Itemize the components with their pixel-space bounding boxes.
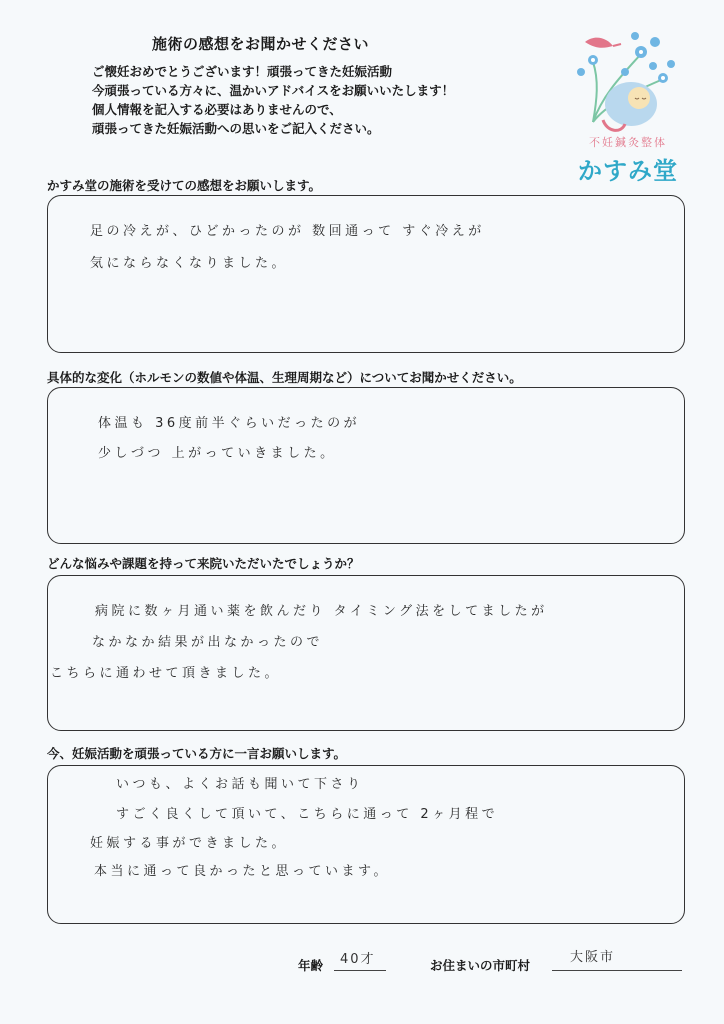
answer-line: 体温も 36度前半ぐらいだったのが <box>98 416 361 431</box>
answer-line: なかなか結果が出なかったので <box>92 635 324 650</box>
page-title: 施術の感想をお聞かせください <box>152 35 370 53</box>
intro-line: 頑張ってきた妊娠活動への思いをご記入ください。 <box>92 121 380 136</box>
age-label: 年齢 <box>298 958 324 973</box>
answer-line: 妊娠する事ができました。 <box>90 836 289 851</box>
answer-line: こちらに通わせて頂きました。 <box>50 666 282 681</box>
city-underline <box>552 970 682 971</box>
clinic-subtitle: 不妊鍼灸整体 <box>589 136 667 149</box>
bird-icon <box>585 38 621 48</box>
answer-line: 少しづつ 上がっていきました。 <box>98 446 337 461</box>
question-label-changes: 具体的な変化（ホルモンの数値や体温、生理周期など）についてお聞かせください。 <box>47 370 522 385</box>
answer-line: すごく良くして頂いて、こちらに通って 2ヶ月程で <box>116 807 499 822</box>
city-value: 大阪市 <box>570 950 616 965</box>
answer-box-impressions <box>47 195 685 353</box>
intro-line: ご懐妊おめでとうございます！頑張ってきた妊娠活動 <box>92 64 393 79</box>
answer-box-concerns <box>47 575 685 731</box>
age-underline <box>334 970 386 971</box>
question-label-impressions: かすみ堂の施術を受けての感想をお願いします。 <box>47 178 322 193</box>
question-label-concerns: どんな悩みや課題を持って来院いただいたでしょうか？ <box>47 556 360 571</box>
answer-line: 病院に数ヶ月通い薬を飲んだり タイミング法をしてましたが <box>95 604 548 619</box>
age-value: 40才 <box>340 952 376 967</box>
answer-line: 本当に通って良かったと思っています。 <box>94 864 390 879</box>
clinic-name-logo: かすみ堂 <box>578 157 678 185</box>
answer-line: 足の冷えが、ひどかったのが 数回通って すぐ冷えが <box>90 224 485 239</box>
intro-text <box>92 62 532 138</box>
intro-line: 今頑張っている方々に、温かいアドバイスをお願いいたします！ <box>92 83 455 98</box>
answer-box-changes <box>47 387 685 544</box>
answer-line: いつも、よくお話も聞いて下さり <box>116 777 364 792</box>
question-label-message: 今、妊娠活動を頑張っている方に一言お願いします。 <box>47 746 347 761</box>
answer-line: 気にならなくなりました。 <box>90 256 289 271</box>
intro-line: 個人情報を記入する必要はありませんので、 <box>92 102 342 117</box>
city-label: お住まいの市町村 <box>430 958 531 973</box>
